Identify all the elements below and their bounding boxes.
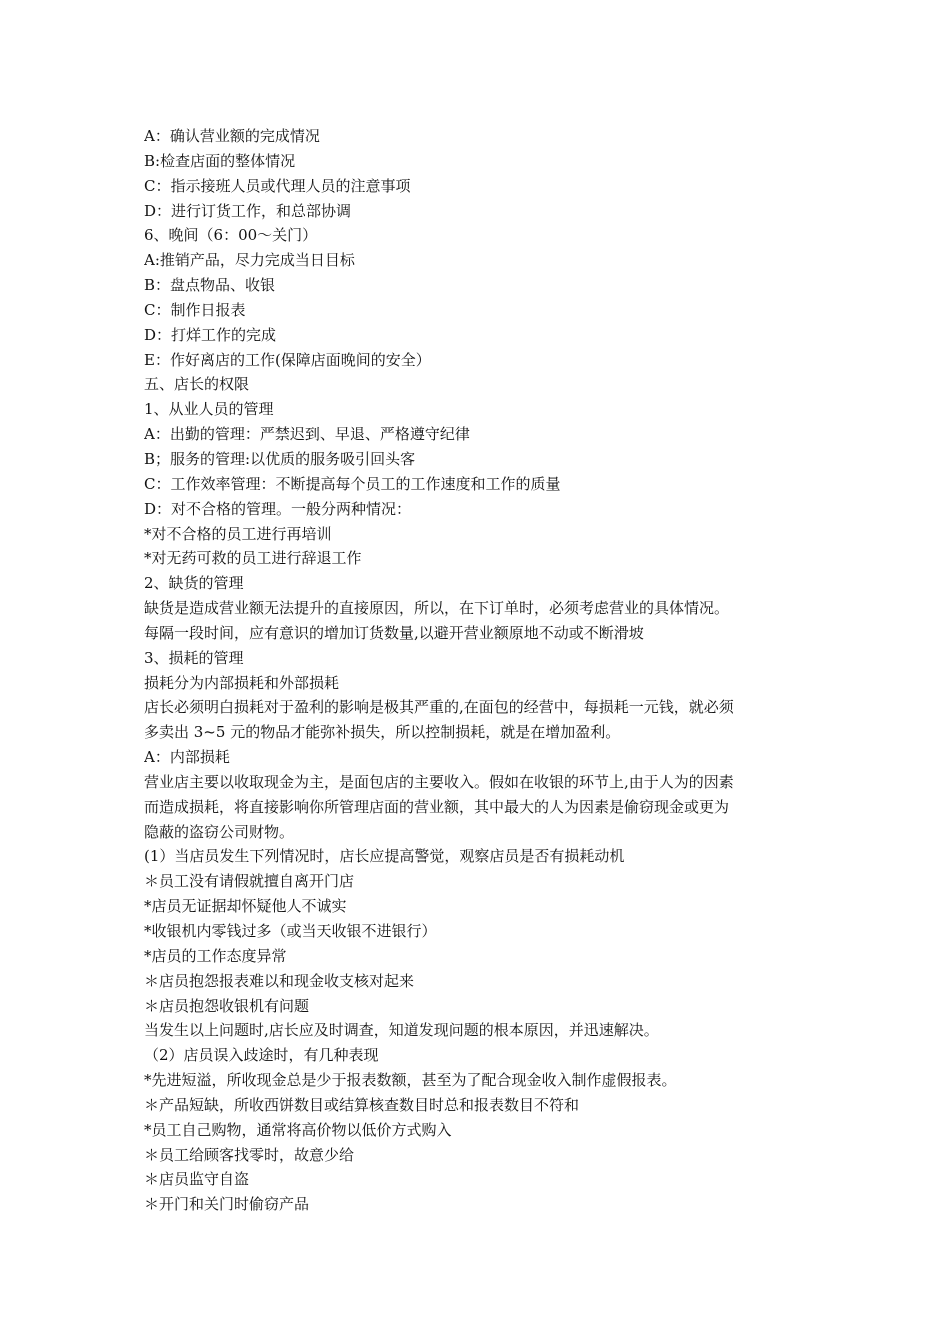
text-line: ＊员工给顾客找零时，故意少给 [144,1145,355,1164]
section-heading: 1、从业人员的管理 [144,400,274,419]
section-heading: 6、晚间（6：00～关门） [144,226,318,245]
document-body [144,124,814,1217]
text-line: A：确认营业额的完成情况 [144,127,320,145]
text-line: *对不合格的员工进行再培训 [144,524,332,543]
text-line: ＊店员抱怨收银机有问题 [144,996,310,1015]
text-line: D：进行订货工作，和总部协调 [144,201,352,220]
text-line: ＊开门和关门时偷窃产品 [144,1195,310,1214]
text-line: A:推销产品，尽力完成当日目标 [144,251,355,270]
section-heading: 3、损耗的管理 [144,648,244,667]
text-line: ＊店员监守自盗 [144,1170,250,1189]
text-line: A：内部损耗 [144,748,230,767]
text-line: 缺货是造成营业额无法提升的直接原因，所以，在下订单时，必须考虑营业的具体情况。 [144,599,730,618]
text-line: *店员无证据却怀疑他人不诚实 [144,897,347,916]
text-line: *对无药可救的员工进行辞退工作 [144,549,362,568]
text-line: *收银机内零钱过多（或当天收银不进银行） [144,922,437,940]
text-line: *店员的工作态度异常 [144,946,287,965]
text-line: 当发生以上问题时,店长应及时调查，知道发现问题的根本原因，并迅速解决。 [144,1021,659,1040]
text-line: E：作好离店的工作(保障店面晚间的安全） [144,350,431,369]
text-line: ＊产品短缺，所收西饼数目或结算核查数目时总和报表数目不符和 [144,1095,580,1114]
text-line: D：对不合格的管理。一般分两种情况： [144,499,412,518]
text-line: 而造成损耗，将直接影响你所管理店面的营业额，其中最大的人为因素是偷窃现金或更为 [144,797,730,816]
section-heading: 2、缺货的管理 [144,574,244,593]
text-line: (1）当店员发生下列情况时，店长应提高警觉，观察店员是否有损耗动机 [144,847,625,866]
text-line: *员工自己购物，通常将高价物以低价方式购入 [144,1120,452,1139]
text-line: 营业店主要以收取现金为主，是面包店的主要收入。假如在收银的环节上,由于人为的因素 [144,772,734,791]
text-line: 每隔一段时间，应有意识的增加订货数量,以避开营业额原地不动或不断滑坡 [144,623,644,642]
text-line: B：盘点物品、收银 [144,276,276,295]
text-line: A：出勤的管理：严禁迟到、早退、严格遵守纪律 [144,425,470,444]
section-heading: 五、店长的权限 [144,375,250,394]
text-line: 隐蔽的盗窃公司财物。 [144,822,295,841]
text-line: B:检查店面的整体情况 [144,151,296,170]
text-line: *先进短溢，所收现金总是少于报表数额，甚至为了配合现金收入制作虚假报表。 [144,1071,677,1090]
text-line: C：工作效率管理：不断提高每个员工的工作速度和工作的质量 [144,474,561,493]
text-line: 损耗分为内部损耗和外部损耗 [144,673,340,692]
text-line: C：指示接班人员或代理人员的注意事项 [144,176,411,195]
text-line: 多卖出 3~5 元的物品才能弥补损失，所以控制损耗，就是在增加盈利。 [144,723,621,742]
text-line: （2）店员误入歧途时，有几种表现 [144,1046,379,1065]
text-line: 店长必须明白损耗对于盈利的影响是极其严重的,在面包的经营中，每损耗一元钱，就必须 [144,698,734,717]
text-line: ＊店员抱怨报表难以和现金收支核对起来 [144,971,415,990]
text-line: D：打烊工作的完成 [144,325,277,344]
text-line: C：制作日报表 [144,300,246,319]
text-line: B；服务的管理:以优质的服务吸引回头客 [144,449,416,468]
text-line: ＊员工没有请假就擅自离开门店 [144,872,355,891]
